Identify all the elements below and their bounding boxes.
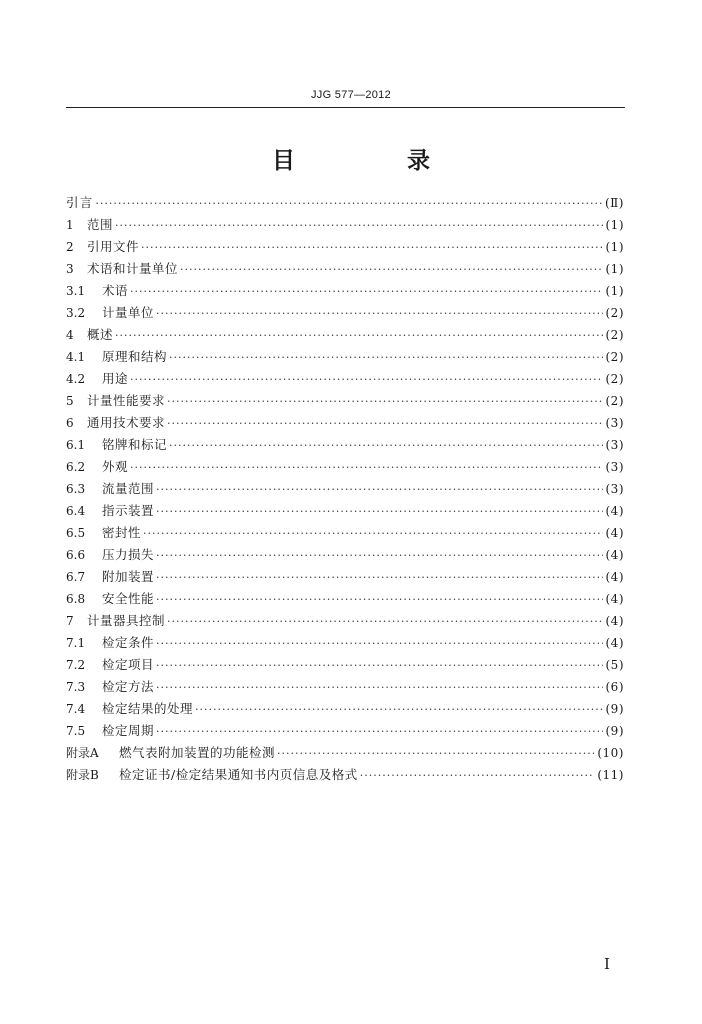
toc-entry-title: 检定周期	[102, 723, 155, 738]
toc-entry-title: 概述	[87, 327, 114, 342]
toc-entry-title: 术语和计量单位	[87, 261, 179, 276]
toc-entry-page: (2)	[605, 328, 624, 342]
toc-entry-title: 密封性	[102, 525, 142, 540]
toc-entry	[66, 214, 624, 236]
toc-leader-dots	[156, 721, 602, 743]
toc-entry-page: (4)	[605, 570, 624, 584]
toc-entry-page: (1)	[605, 262, 624, 276]
toc-entry-page: (9)	[605, 724, 624, 738]
toc-leader-dots	[169, 435, 602, 457]
toc-entry	[66, 280, 624, 302]
toc-entry-number: 5	[66, 394, 74, 408]
toc-entry-number: 附录B	[66, 768, 99, 782]
toc-entry-title: 安全性能	[102, 591, 155, 606]
toc-leader-dots	[156, 633, 602, 655]
toc-entry	[66, 324, 624, 346]
toc-leader-dots	[156, 501, 602, 523]
toc-entry-number: 6.5	[66, 526, 86, 540]
toc-entry-title: 压力损失	[102, 547, 155, 562]
header-rule	[66, 107, 625, 108]
toc-entry-number: 6.4	[66, 504, 86, 518]
toc-entry-page: (1)	[605, 240, 624, 254]
toc-entry-page: (2)	[605, 372, 624, 386]
toc-entry-page: (9)	[605, 702, 624, 716]
page-title: 目 录	[271, 148, 482, 174]
toc-entry	[66, 434, 624, 456]
toc-leader-dots	[156, 479, 602, 501]
toc-entry	[66, 566, 624, 588]
toc-entry-title: 范围	[87, 217, 114, 232]
toc-entry-title: 引言	[66, 195, 94, 210]
toc-entry-page: (Ⅱ)	[604, 196, 624, 210]
toc-entry-number: 6.7	[66, 570, 86, 584]
toc-entry-title: 计量单位	[102, 305, 155, 320]
toc-entry-page: (3)	[605, 416, 624, 430]
toc-entry-title: 通用技术要求	[87, 415, 166, 430]
toc-entry-page: (6)	[605, 680, 624, 694]
toc-leader-dots	[277, 743, 594, 765]
toc-entry	[66, 654, 624, 676]
toc-entry-number: 7.5	[66, 724, 86, 738]
toc-entry-number: 3.1	[66, 284, 86, 298]
toc-entry-title: 用途	[102, 371, 129, 386]
toc-entry	[66, 456, 624, 478]
toc-entry-page: (4)	[605, 592, 624, 606]
toc-entry	[66, 742, 624, 764]
toc-entry-title: 检定结果的处理	[102, 701, 194, 716]
toc-entry-number: 附录A	[66, 746, 99, 760]
toc-leader-dots	[360, 765, 595, 787]
toc-entry-number: 7.1	[66, 636, 86, 650]
toc-leader-dots	[141, 237, 602, 259]
toc-entry-page: (2)	[605, 306, 624, 320]
toc-entry-page: (2)	[605, 394, 624, 408]
toc-entry-page: (4)	[605, 548, 624, 562]
toc-entry-page: (11)	[597, 768, 624, 782]
toc-entry-page: (5)	[605, 658, 624, 672]
toc-leader-dots	[130, 369, 602, 391]
standard-code: JJG 577—2012	[310, 89, 392, 101]
toc-entry-number: 4.1	[66, 350, 86, 364]
toc-entry	[66, 764, 624, 786]
toc-entry	[66, 236, 624, 258]
toc-entry-page: (1)	[605, 218, 624, 232]
toc-entry-number: 6.2	[66, 460, 86, 474]
toc-entry-number: 2	[66, 240, 74, 254]
toc-leader-dots	[167, 391, 602, 413]
toc-entry	[66, 500, 624, 522]
toc-entry-number: 3	[66, 262, 74, 276]
toc-leader-dots	[130, 457, 602, 479]
toc-entry-page: (3)	[605, 460, 624, 474]
toc-entry	[66, 632, 624, 654]
toc-entry	[66, 698, 624, 720]
toc-leader-dots	[180, 259, 602, 281]
toc-entry-number: 7.3	[66, 680, 86, 694]
toc-entry	[66, 478, 624, 500]
toc-entry-page: (4)	[605, 504, 624, 518]
toc-entry-title: 燃气表附加装置的功能检测	[119, 745, 276, 760]
toc-entry-title: 检定方法	[102, 679, 155, 694]
toc-entry-number: 7	[66, 614, 74, 628]
toc-leader-dots	[195, 699, 602, 721]
page-number: I	[604, 955, 610, 973]
toc-entry-title: 计量性能要求	[87, 393, 166, 408]
toc-leader-dots	[95, 193, 602, 215]
toc-entry-title: 原理和结构	[102, 349, 168, 364]
toc-leader-dots	[156, 677, 602, 699]
toc-entry	[66, 720, 624, 742]
toc-entry-number: 6.3	[66, 482, 86, 496]
toc-entry	[66, 390, 624, 412]
toc-entry-number: 4	[66, 328, 74, 342]
toc-leader-dots	[156, 589, 602, 611]
toc-entry	[66, 192, 624, 214]
toc-entry-title: 指示装置	[102, 503, 155, 518]
toc-entry-number: 6.1	[66, 438, 86, 452]
toc-entry	[66, 302, 624, 324]
toc-entry-title: 引用文件	[87, 239, 140, 254]
toc-entry-number: 3.2	[66, 306, 86, 320]
table-of-contents	[66, 192, 624, 786]
toc-leader-dots	[167, 413, 602, 435]
toc-entry	[66, 368, 624, 390]
toc-entry-number: 7.4	[66, 702, 86, 716]
toc-entry	[66, 588, 624, 610]
toc-entry	[66, 346, 624, 368]
toc-entry-number: 7.2	[66, 658, 86, 672]
toc-entry-page: (4)	[605, 526, 624, 540]
toc-leader-dots	[156, 655, 602, 677]
toc-entry-title: 计量器具控制	[87, 613, 166, 628]
toc-entry	[66, 258, 624, 280]
toc-leader-dots	[115, 325, 602, 347]
toc-entry-title: 检定项目	[102, 657, 155, 672]
toc-entry	[66, 610, 624, 632]
toc-leader-dots	[156, 567, 602, 589]
toc-entry-number: 4.2	[66, 372, 86, 386]
toc-entry-number: 1	[66, 218, 74, 232]
toc-entry-page: (10)	[597, 746, 624, 760]
toc-entry	[66, 522, 624, 544]
toc-entry-title: 流量范围	[102, 481, 155, 496]
toc-entry-page: (4)	[605, 636, 624, 650]
toc-entry-number: 6	[66, 416, 74, 430]
toc-leader-dots	[156, 545, 602, 567]
toc-leader-dots	[115, 215, 602, 237]
toc-entry	[66, 544, 624, 566]
toc-entry-title: 术语	[102, 283, 129, 298]
toc-entry-number: 6.6	[66, 548, 86, 562]
toc-entry-title: 附加装置	[102, 569, 155, 584]
toc-leader-dots	[143, 523, 602, 545]
toc-entry-title: 外观	[102, 459, 129, 474]
toc-entry	[66, 676, 624, 698]
toc-entry-number: 6.8	[66, 592, 86, 606]
toc-entry-page: (3)	[605, 438, 624, 452]
toc-entry-title: 检定证书/检定结果通知书内页信息及格式	[119, 767, 358, 782]
toc-entry-page: (1)	[605, 284, 624, 298]
toc-entry-title: 检定条件	[102, 635, 155, 650]
toc-entry-page: (2)	[605, 350, 624, 364]
toc-leader-dots	[169, 347, 602, 369]
toc-entry-page: (3)	[605, 482, 624, 496]
toc-leader-dots	[130, 281, 602, 303]
toc-entry-page: (4)	[605, 614, 624, 628]
toc-leader-dots	[167, 611, 602, 633]
toc-entry	[66, 412, 624, 434]
toc-leader-dots	[156, 303, 602, 325]
toc-entry-title: 铭牌和标记	[102, 437, 168, 452]
